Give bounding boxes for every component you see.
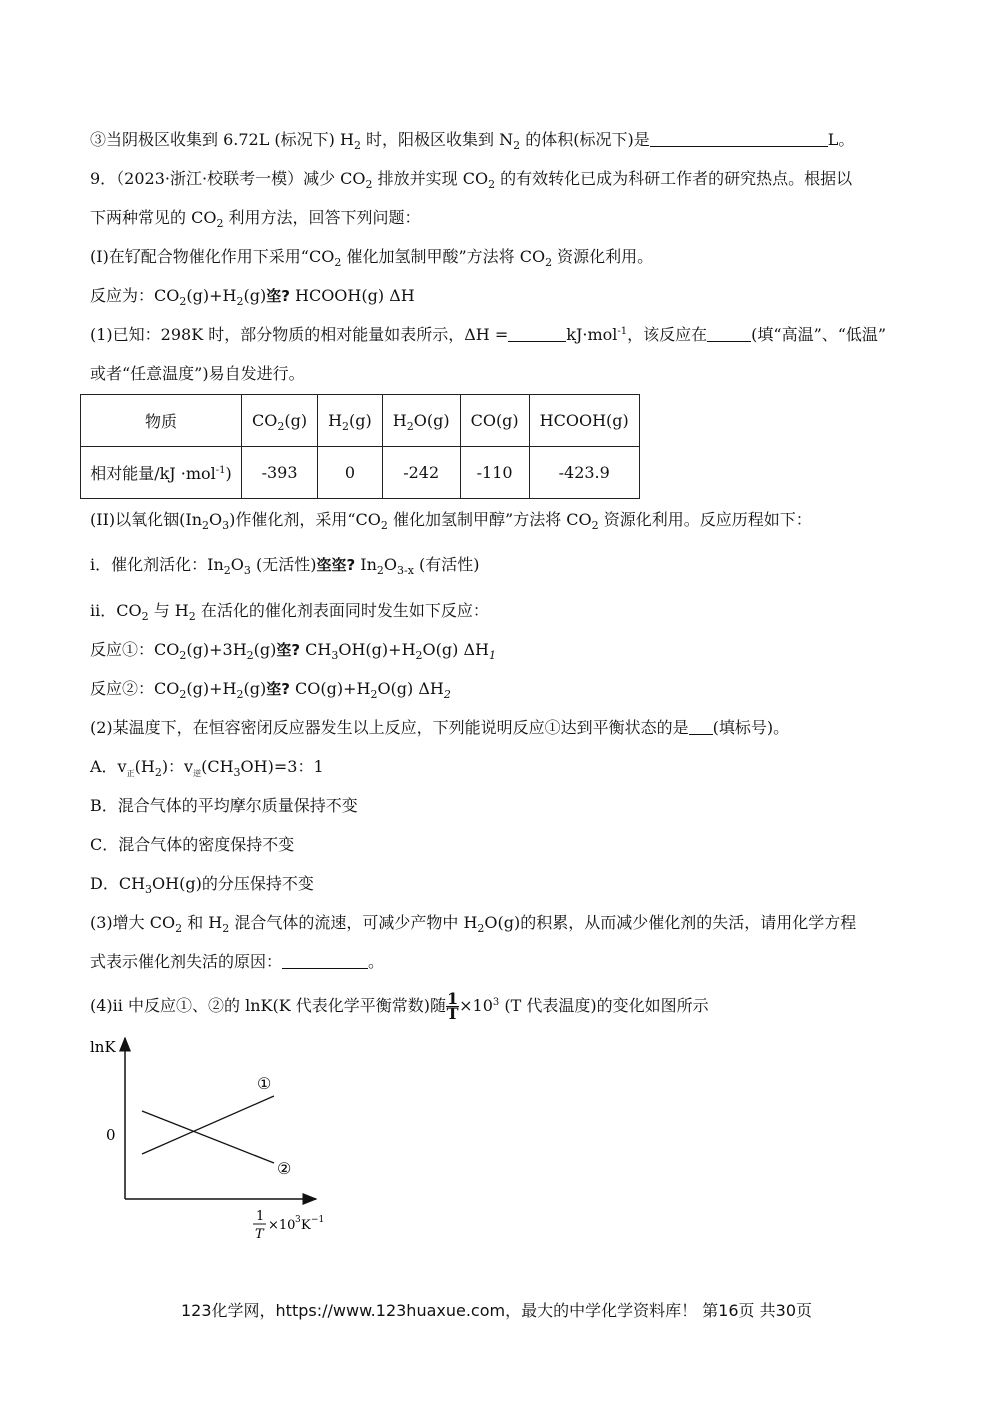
table-row: [81, 447, 640, 499]
table-header-cell: CO(g): [460, 395, 529, 447]
equilibrium-arrow-icon: 垐?: [276, 641, 301, 659]
table-header-cell: $CO_2(g)$: [242, 395, 318, 447]
equilibrium-arrow-icon: 垐?: [266, 287, 290, 305]
question-8-part3: ③当阴极区收集到 6.72L (标况下) $H_2$ 时，阳极区收集到 $N_2$ 的体积(标况下)是 L。: [90, 130, 855, 152]
table-row-label: 相对能量/kJ ·mol$^{-1}$): [81, 447, 242, 499]
question-9-intro-cont: 下两种常见的 $CO_2$ 利用方法，回答下列问题：: [90, 208, 421, 230]
relative-energy-table: [80, 394, 640, 499]
series-line-reaction-1: [142, 1096, 274, 1154]
x-axis-label-unit: K: [301, 1218, 311, 1233]
question-9-part3-cont: 式表示催化剂失活的原因： 。: [90, 952, 385, 971]
question-9-part1: (1)已知：298K 时，部分物质的相对能量如表所示，ΔH = kJ·mol$^{-1}$，该反应在 (填“高温”、“低温”: [90, 325, 887, 344]
table-header-cell: HCOOH(g): [529, 395, 639, 447]
y-tick-label: 0: [106, 1126, 116, 1144]
answer-blank[interactable]: [508, 325, 566, 342]
series-label-reaction-1: ①: [257, 1074, 272, 1093]
step-surface-reactions: ii．$CO_2$ 与 $H_2$ 在活化的催化剂表面同时发生如下反应：: [90, 601, 489, 623]
answer-blank[interactable]: [689, 718, 713, 735]
answer-blank[interactable]: [282, 952, 368, 969]
table-header-cell: $H_2O(g)$: [382, 395, 460, 447]
table-row: [81, 395, 640, 447]
table-cell: -242: [382, 447, 460, 499]
method-two-heading: (II)以氧化铟$(In_2O_3)$作催化剂，采用“$CO_2$ 催化加氢制甲醇”方法将 $CO_2$ 资源化利用。反应历程如下：: [90, 510, 812, 532]
method-one-heading: (I)在钌配合物催化作用下采用“$CO_2$ 催化加氢制甲酸”方法将 $CO_2$ 资源化利用。: [90, 247, 654, 269]
reaction-arrow-icon: 垐垐?: [316, 556, 356, 574]
series-label-reaction-2: ②: [277, 1159, 292, 1178]
lnk-vs-inverse-t-chart: [80, 1030, 340, 1245]
x-axis-label-sup: 3: [295, 1215, 301, 1225]
reaction-two: 反应②：$CO_2(g)+H_2(g)$垐? $CO(g)+H_2O(g)$ $\Delta H_2$: [90, 679, 451, 701]
question-9-intro: 9．（2023·浙江·校联考一模）减少 $CO_2$ 排放并实现 $CO_2$ 的有效转化已成为科研工作者的研究热点。根据以: [90, 169, 853, 191]
table-cell: -393: [242, 447, 318, 499]
reaction-one: 反应①：$CO_2(g)+3H_2(g)$垐? $CH_3OH(g)+H_2O(g)$ $\Delta H_1$: [90, 640, 496, 662]
series-line-reaction-2: [142, 1111, 274, 1163]
reaction-formic-acid: 反应为：$CO_2(g)+H_2(g)$垐? HCOOH(g) ΔH: [90, 286, 415, 308]
page-footer: 123化学网，https://www.123huaxue.com，最大的中学化学资料库！ 第16页 共30页: [181, 1301, 812, 1320]
x-axis-label-denominator: T: [255, 1227, 264, 1242]
question-9-part2: (2)某温度下，在恒容密闭反应器发生以上反应，下列能说明反应①达到平衡状态的是 (填标号)。: [90, 718, 790, 737]
table-cell: -423.9: [529, 447, 639, 499]
x-axis-label-rest: ×10: [268, 1218, 296, 1233]
question-9-part4: (4)ii 中反应①、②的 lnK(K 代表化学平衡常数)随 $\frac{1}{T}$ $\times 10^3$ (T 代表温度)的变化如图所示: [90, 989, 709, 1023]
x-axis-label-numerator: 1: [256, 1209, 265, 1224]
table-header-cell: $H_2(g)$: [318, 395, 383, 447]
answer-blank[interactable]: [707, 325, 751, 342]
fraction-one-over-t: $\frac{1}{T}$: [446, 989, 459, 1023]
question-9-part1-cont: 或者“任意温度”)易自发进行。: [90, 364, 305, 383]
option-d[interactable]: D．$CH_3OH(g)$的分压保持不变: [90, 874, 314, 896]
option-c[interactable]: C．混合气体的密度保持不变: [90, 835, 295, 854]
equilibrium-arrow-icon: 垐?: [266, 680, 290, 698]
answer-blank[interactable]: [650, 130, 828, 147]
option-b[interactable]: B．混合气体的平均摩尔质量保持不变: [90, 796, 358, 815]
y-axis-label: lnK: [90, 1038, 116, 1056]
question-9-part3: (3)增大 $CO_2$ 和 $H_2$ 混合气体的流速，可减少产物中 $H_2O(g)$的积累，从而减少催化剂的失活，请用化学方程: [90, 913, 857, 935]
x-axis-label-unit-sup: −1: [311, 1215, 325, 1225]
option-a[interactable]: A．$v_正(H_2)$：$v_逆(CH_3OH)=3$：1: [90, 757, 324, 779]
table-cell: -110: [460, 447, 529, 499]
table-header-cell: 物质: [81, 395, 242, 447]
table-cell: 0: [318, 447, 383, 499]
step-catalyst-activation: i．催化剂活化：$In_2O_3$ (无活性)垐垐? $In_2O_{3-x}$ (有活性): [90, 555, 480, 577]
